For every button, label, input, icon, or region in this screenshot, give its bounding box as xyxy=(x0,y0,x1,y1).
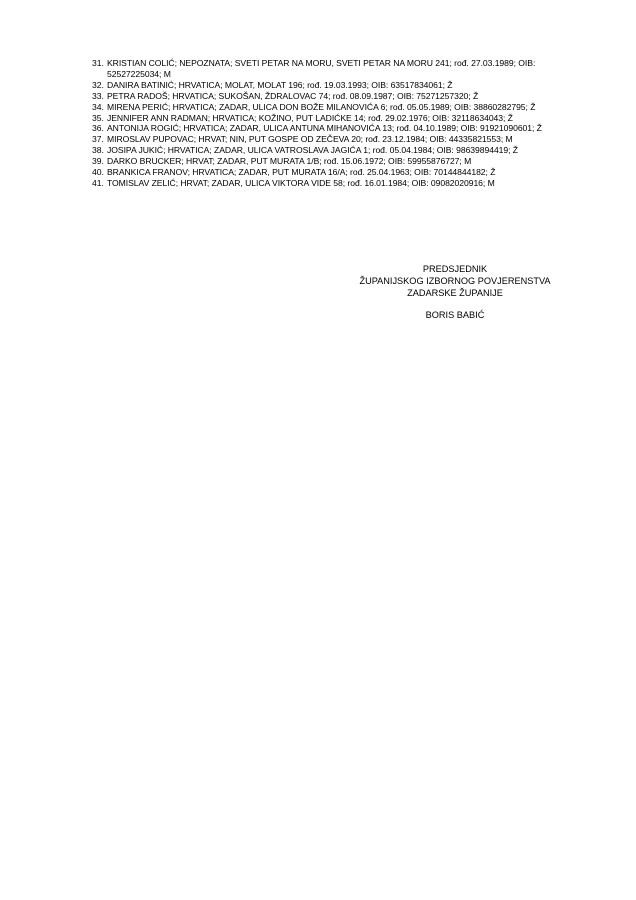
list-item xyxy=(92,178,580,189)
candidate-entry: DARKO BRUCKER; HRVAT; ZADAR, PUT MURATA 1/B; rođ. 15.06.1972; OIB: 59955876727; M xyxy=(107,156,472,167)
candidate-entry: JOSIPA JUKIĆ; HRVATICA; ZADAR, ULICA VATROSLAVA JAGIĆA 1; rođ. 05.04.1984; OIB: 98639894419; Ž xyxy=(107,145,519,156)
candidate-entry: PETRA RADOŠ; HRVATICA; SUKOŠAN, ŽDRALOVAC 74; rođ. 08.09.1987; OIB: 75271257320; Ž xyxy=(107,90,479,101)
item-number: 36. xyxy=(92,123,104,134)
list-item xyxy=(92,123,580,134)
candidate-entry: ANTONIJA ROGIĆ; HRVATICA; ZADAR, ULICA ANTUNA MIHANOVIĆA 13; rođ. 04.10.1989; OIB: 91921090601; Ž xyxy=(107,123,542,134)
candidate-entry: BRANKICA FRANOV; HRVATICA; ZADAR, PUT MURATA 16/A; rođ. 25.04.1963; OIB: 70144844182; Ž xyxy=(107,167,496,178)
item-number: 31. xyxy=(92,58,104,68)
item-number: 39. xyxy=(92,156,104,167)
signature-title-line: PREDSJEDNIK xyxy=(422,264,488,274)
item-number: 38. xyxy=(92,145,104,156)
item-number: 34. xyxy=(92,101,104,112)
candidate-entry: JENNIFER ANN RADMAN; HRVATICA; KOŽINO, PUT LADIĆKE 14; rođ. 29.02.1976; OIB: 32118634043; Ž xyxy=(107,112,513,123)
item-number: 40. xyxy=(92,167,104,178)
candidate-entry: DANIRA BATINIĆ; HRVATICA; MOLAT, MOLAT 196; rođ. 19.03.1993; OIB: 63517834061; Ž xyxy=(107,79,453,90)
item-number: 33. xyxy=(92,90,104,101)
signature-title-line: ZADARSKE ŽUPANIJE xyxy=(407,288,503,298)
list-item xyxy=(92,91,580,102)
candidate-entry: MIROSLAV PUPOVAC; HRVAT; NIN, PUT GOSPE OD ZEČEVA 20; rođ. 23.12.1984; OIB: 44335821553; M xyxy=(107,134,513,145)
list-item xyxy=(92,145,580,156)
list-item xyxy=(92,167,580,178)
candidate-list xyxy=(92,58,580,189)
list-item xyxy=(92,102,580,113)
list-item xyxy=(92,134,580,145)
signature-block xyxy=(325,263,585,321)
item-number: 32. xyxy=(92,79,104,90)
item-number: 35. xyxy=(92,112,104,123)
item-number: 41. xyxy=(92,177,104,188)
signatory-name: BORIS BABIĆ xyxy=(425,310,485,320)
list-item xyxy=(92,113,580,124)
item-number: 37. xyxy=(92,134,104,145)
list-item xyxy=(92,156,580,167)
signature-title-line: ŽUPANIJSKOG IZBORNOG POVJERENSTVA xyxy=(359,276,551,286)
list-item xyxy=(92,58,580,80)
list-item xyxy=(92,80,580,91)
candidate-entry: TOMISLAV ZELIĆ; HRVAT; ZADAR, ULICA VIKTORA VIDE 58; rođ. 16.01.1984; OIB: 09082020916; M xyxy=(107,177,495,188)
candidate-entry: MIRENA PERIĆ; HRVATICA; ZADAR, ULICA DON BOŽE MILANOVIĆA 6; rođ. 05.05.1989; OIB: 38860282795; Ž xyxy=(107,101,536,112)
candidate-entry: KRISTIAN COLIĆ; NEPOZNATA; SVETI PETAR NA MORU, SVETI PETAR NA MORU 241; rođ. 27.03.1989; OIB: 52527225034; M xyxy=(107,58,536,79)
